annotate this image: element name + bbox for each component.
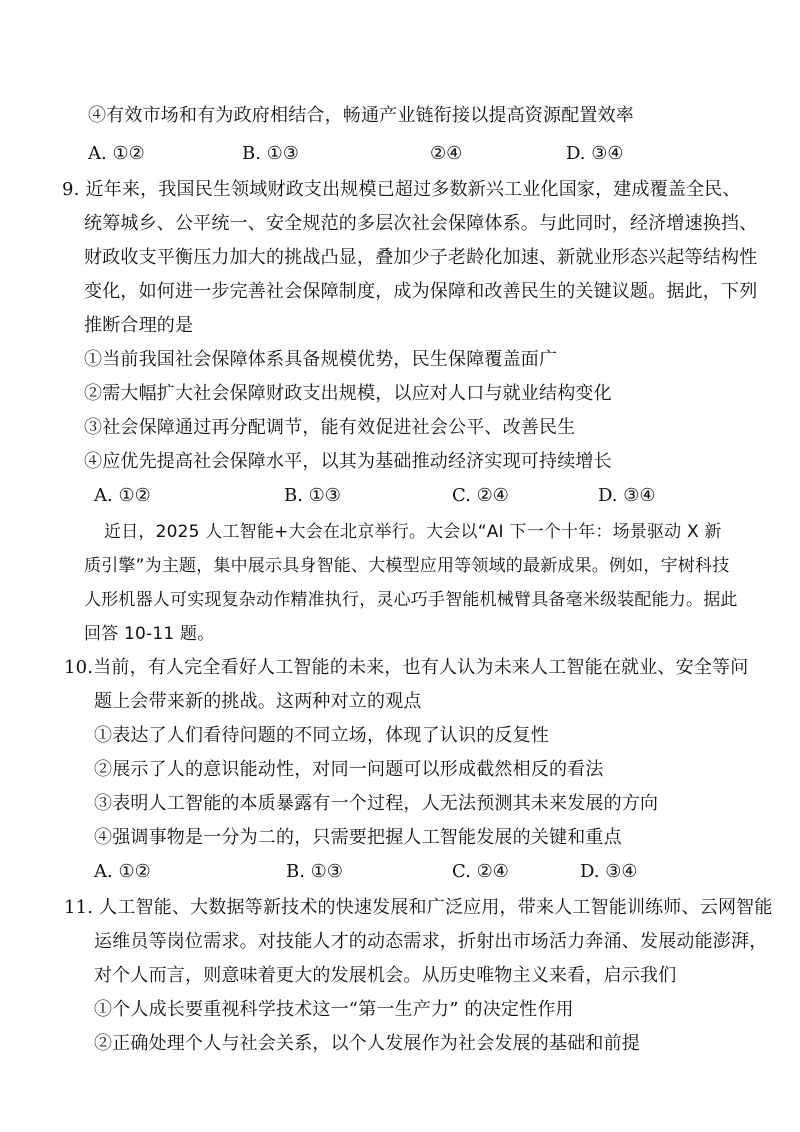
q11-item-2: ②正确处理个人与社会关系，以个人发展作为社会发展的基础和前提	[94, 1033, 640, 1054]
q10-stem-line-1: 10.当前，有人完全看好人工智能的未来，也有人认为未来人工智能在就业、安全等问	[64, 657, 749, 678]
q9-option-b: B. ①③	[284, 485, 341, 506]
q10-option-c: C. ②④	[452, 861, 509, 882]
q8-option-c: ②④	[430, 143, 463, 164]
q10-stem-line-2: 题上会带来新的挑战。这两种对立的观点	[94, 691, 422, 712]
q9-item-1: ①当前我国社会保障体系具备规模优势，民生保障覆盖面广	[84, 349, 558, 370]
q10-option-d: D. ③④	[580, 861, 638, 882]
q8-option-a: A. ①②	[88, 143, 145, 164]
q8-item-4: ④有效市场和有为政府相结合，畅通产业链衔接以提高资源配置效率	[88, 105, 634, 126]
q11-item-1: ①个人成长要重视科学技术这一“第一生产力” 的决定性作用	[94, 999, 574, 1020]
q10-item-2: ②展示了人的意识能动性，对同一问题可以形成截然相反的看法	[94, 759, 604, 780]
passage-line-1: 近日，2025 人工智能+大会在北京举行。大会以“AI 下一个十年：场景驱动 X 新	[104, 522, 722, 542]
q10-option-a: A. ①②	[94, 861, 151, 882]
q11-stem-line-1: 11. 人工智能、大数据等新技术的快速发展和广泛应用，带来人工智能训练师、云网智能	[64, 897, 773, 918]
q9-stem-line-3: 财政收支平衡压力加大的挑战凸显，叠加少子老龄化加速、新就业形态兴起等结构性	[84, 247, 758, 268]
q9-option-d: D. ③④	[598, 485, 656, 506]
q9-stem-line-5: 推断合理的是	[84, 315, 194, 336]
q10-item-3: ③表明人工智能的本质暴露有一个过程，人无法预测其未来发展的方向	[94, 793, 659, 814]
passage-line-4: 回答 10-11 题。	[84, 624, 215, 644]
passage-line-2: 质引擎”为主题，集中展示具身智能、大模型应用等领域的最新成果。例如，宇树科技	[84, 556, 730, 576]
q10-item-4: ④强调事物是一分为二的，只需要把握人工智能发展的关键和重点	[94, 827, 622, 848]
passage-line-3: 人形机器人可实现复杂动作精准执行，灵心巧手智能机械臂具备毫米级装配能力。据此	[84, 590, 738, 610]
q9-option-a: A. ①②	[94, 485, 151, 506]
q11-stem-line-3: 对个人而言，则意味着更大的发展机会。从历史唯物主义来看，启示我们	[94, 965, 677, 986]
q10-item-1: ①表达了人们看待问题的不同立场，体现了认识的反复性	[94, 725, 549, 746]
q9-option-c: C. ②④	[452, 485, 509, 506]
q9-item-2: ②需大幅扩大社会保障财政支出规模，以应对人口与就业结构变化	[84, 383, 612, 404]
q9-item-3: ③社会保障通过再分配调节，能有效促进社会公平、改善民生	[84, 417, 576, 438]
q8-option-d: D. ③④	[566, 143, 624, 164]
q11-stem-line-2: 运维员等岗位需求。对技能人才的动态需求，折射出市场活力奔涌、发展动能澎湃，	[94, 931, 768, 952]
q9-stem-line-4: 变化，如何进一步完善社会保障制度，成为保障和改善民生的关键议题。据此，下列	[84, 281, 758, 302]
q9-item-4: ④应优先提高社会保障水平，以其为基础推动经济实现可持续增长	[84, 451, 612, 472]
q8-option-b: B. ①③	[242, 143, 299, 164]
q9-stem-line-2: 统筹城乡、公平统一、安全规范的多层次社会保障体系。与此同时，经济增速换挡、	[84, 213, 758, 234]
q9-stem-line-1: 9. 近年来，我国民生领域财政支出规模已超过多数新兴工业化国家，建成覆盖全民、	[62, 179, 741, 200]
q10-option-b: B. ①③	[286, 861, 343, 882]
